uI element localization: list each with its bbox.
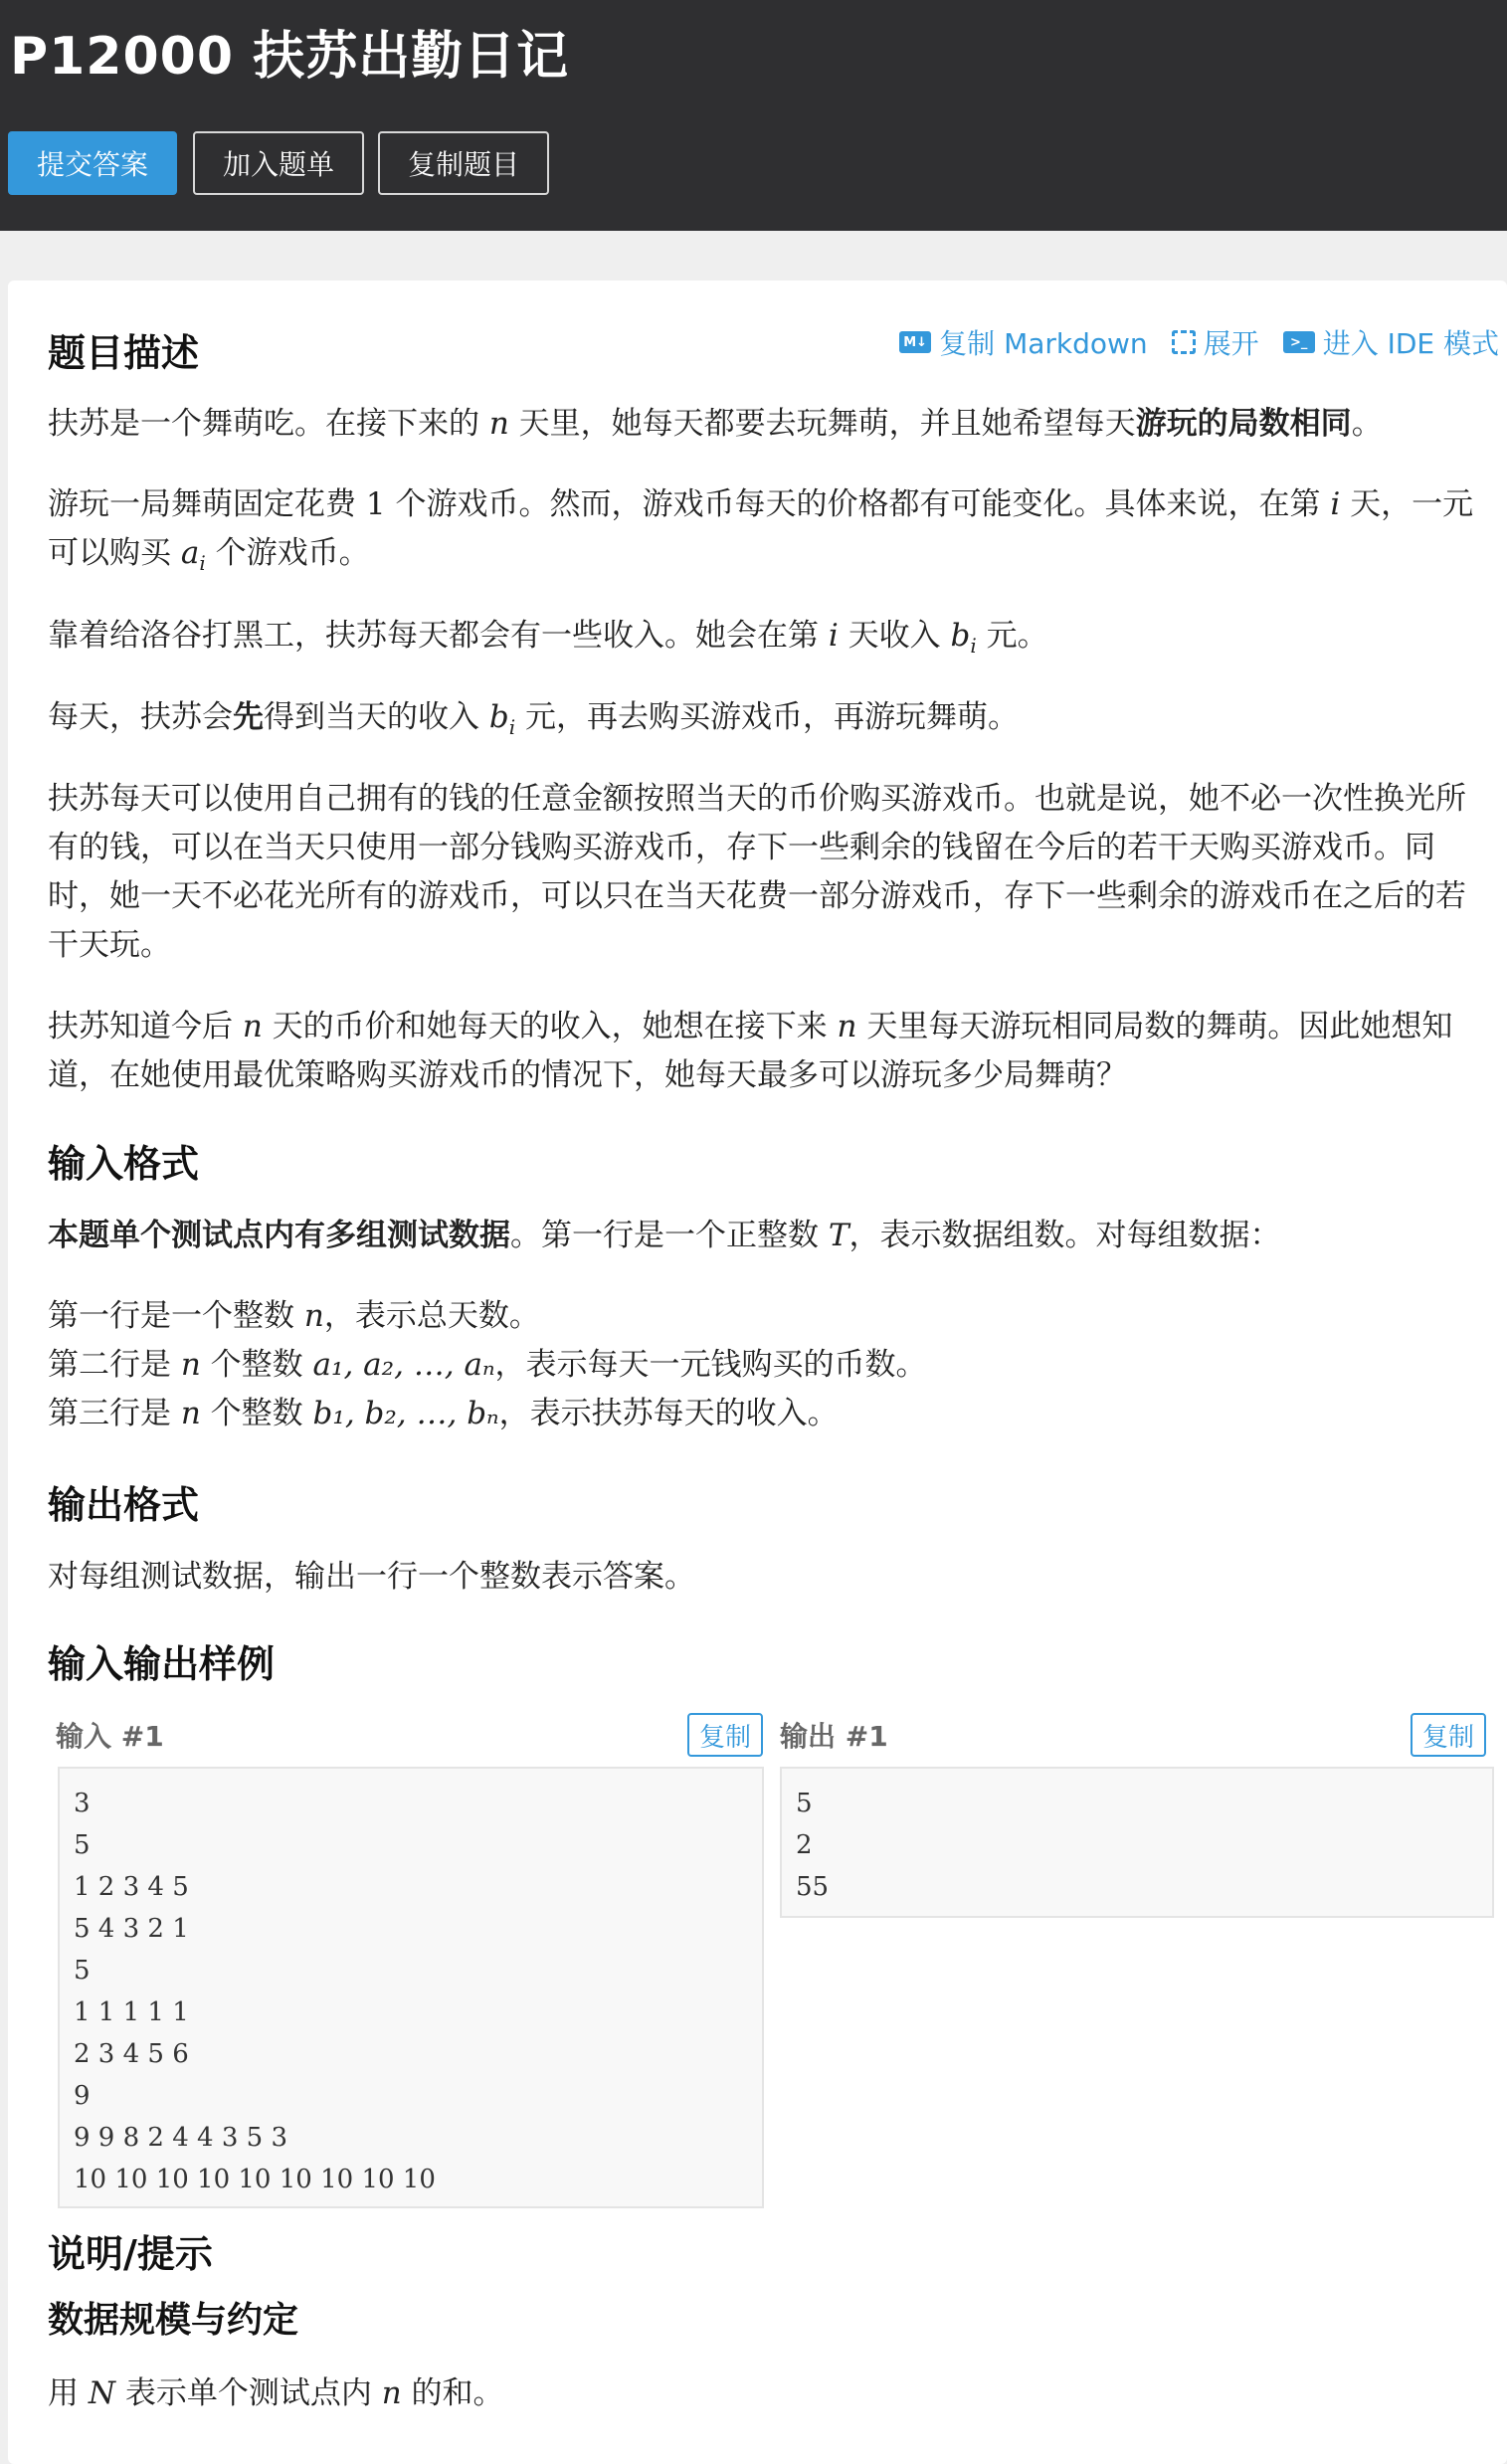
copy-sample-input-button[interactable]: 复制 bbox=[687, 1713, 763, 1757]
output-format-text: 对每组测试数据，输出一行一个整数表示答案。 bbox=[48, 1559, 695, 1595]
problem-actions bbox=[899, 322, 1499, 362]
sample-input-box[interactable]: 3 5 1 2 3 4 5 5 4 3 2 1 5 1 1 1 1 1 2 3 4 5 6 9 9 9 8 2 4 4 3 5 3 10 10 10 10 10 10 10 10 10 bbox=[58, 1767, 764, 2208]
sample-input-label: 输入 #1 bbox=[56, 1720, 164, 1753]
hint-text: 用 N 表示单个测试点内 n 的和。 bbox=[48, 2375, 504, 2411]
hint-heading: 说明/提示 bbox=[48, 2232, 213, 2276]
markdown-icon: M↓ bbox=[899, 331, 931, 353]
input-format-heading: 输入格式 bbox=[48, 1142, 200, 1186]
add-to-list-button[interactable]: 加入题单 bbox=[193, 131, 364, 195]
description-heading: 题目描述 bbox=[48, 331, 200, 375]
copy-problem-button[interactable]: 复制题目 bbox=[378, 131, 549, 195]
input-format-line-3: 第三行是 n 个整数 b₁, b₂, …, bₙ，表示扶苏每天的收入。 bbox=[48, 1396, 839, 1431]
expand-link[interactable] bbox=[1172, 322, 1259, 362]
input-format-lines bbox=[48, 1292, 1490, 1438]
copy-markdown-label: 复制 Markdown bbox=[939, 327, 1148, 360]
output-format-heading: 输出格式 bbox=[48, 1483, 200, 1527]
submit-answer-button[interactable]: 提交答案 bbox=[8, 131, 177, 195]
expand-label: 展开 bbox=[1203, 327, 1259, 360]
description-paragraph-4: 每天，扶苏会先得到当天的收入 $b_i$ 元，再去购买游戏币，再游玩舞萌。 bbox=[48, 699, 1019, 740]
terminal-icon: >_ bbox=[1283, 331, 1315, 353]
copy-sample-output-button[interactable]: 复制 bbox=[1411, 1713, 1486, 1757]
sample-output-label: 输出 #1 bbox=[780, 1720, 888, 1753]
problem-content-card bbox=[8, 281, 1507, 2464]
input-format-intro: 本题单个测试点内有多组测试数据。第一行是一个正整数 T，表示数据组数。对每组数据： bbox=[48, 1218, 1281, 1253]
samples-heading: 输入输出样例 bbox=[48, 1642, 276, 1686]
input-format-line-1: 第一行是一个整数 n，表示总天数。 bbox=[48, 1298, 540, 1334]
description-paragraph-1: 扶苏是一个舞萌吃。在接下来的 n 天里，她每天都要去玩舞萌，并且她希望每天游玩的局数相同。 bbox=[48, 406, 1383, 442]
description-paragraph-5: 扶苏每天可以使用自己拥有的钱的任意金额按照当天的币价购买游戏币。也就是说，她不必一次性换光所有的钱，可以在当天只使用一部分钱购买游戏币，存下一些剩余的钱留在今后的若干天购买游戏币。同时，她一天不必花光所有的游戏币，可以只在当天花费一部分游戏币，存下一些剩余的游戏币在之后的若干天玩。 bbox=[48, 781, 1466, 963]
ide-mode-label: 进入 IDE 模式 bbox=[1322, 327, 1499, 360]
problem-header bbox=[0, 0, 1507, 231]
copy-markdown-link[interactable] bbox=[899, 322, 1148, 362]
scale-heading: 数据规模与约定 bbox=[48, 2300, 299, 2341]
page-title: P12000 扶苏出勤日记 bbox=[10, 27, 570, 87]
input-format-line-2: 第二行是 n 个整数 a₁, a₂, …, aₙ，表示每天一元钱购买的币数。 bbox=[48, 1347, 927, 1383]
description-paragraph-3: 靠着给洛谷打黑工，扶苏每天都会有一些收入。她会在第 i 天收入 $b_i$ 元。 bbox=[48, 618, 1048, 659]
expand-icon bbox=[1172, 330, 1196, 354]
description-paragraph-6: 扶苏知道今后 n 天的币价和她每天的收入，她想在接下来 n 天里每天游玩相同局数的舞萌。因此她想知道，在她使用最优策略购买游戏币的情况下，她每天最多可以游玩多少局舞萌？ bbox=[48, 1009, 1453, 1093]
description-paragraph-2: 游玩一局舞萌固定花费 1 个游戏币。然而，游戏币每天的价格都有可能变化。具体来说，在第 i 天，一元可以购买 $a_i$ 个游戏币。 bbox=[48, 486, 1474, 576]
ide-mode-link[interactable] bbox=[1283, 322, 1499, 362]
sample-output-box[interactable]: 5 2 55 bbox=[780, 1767, 1494, 1918]
